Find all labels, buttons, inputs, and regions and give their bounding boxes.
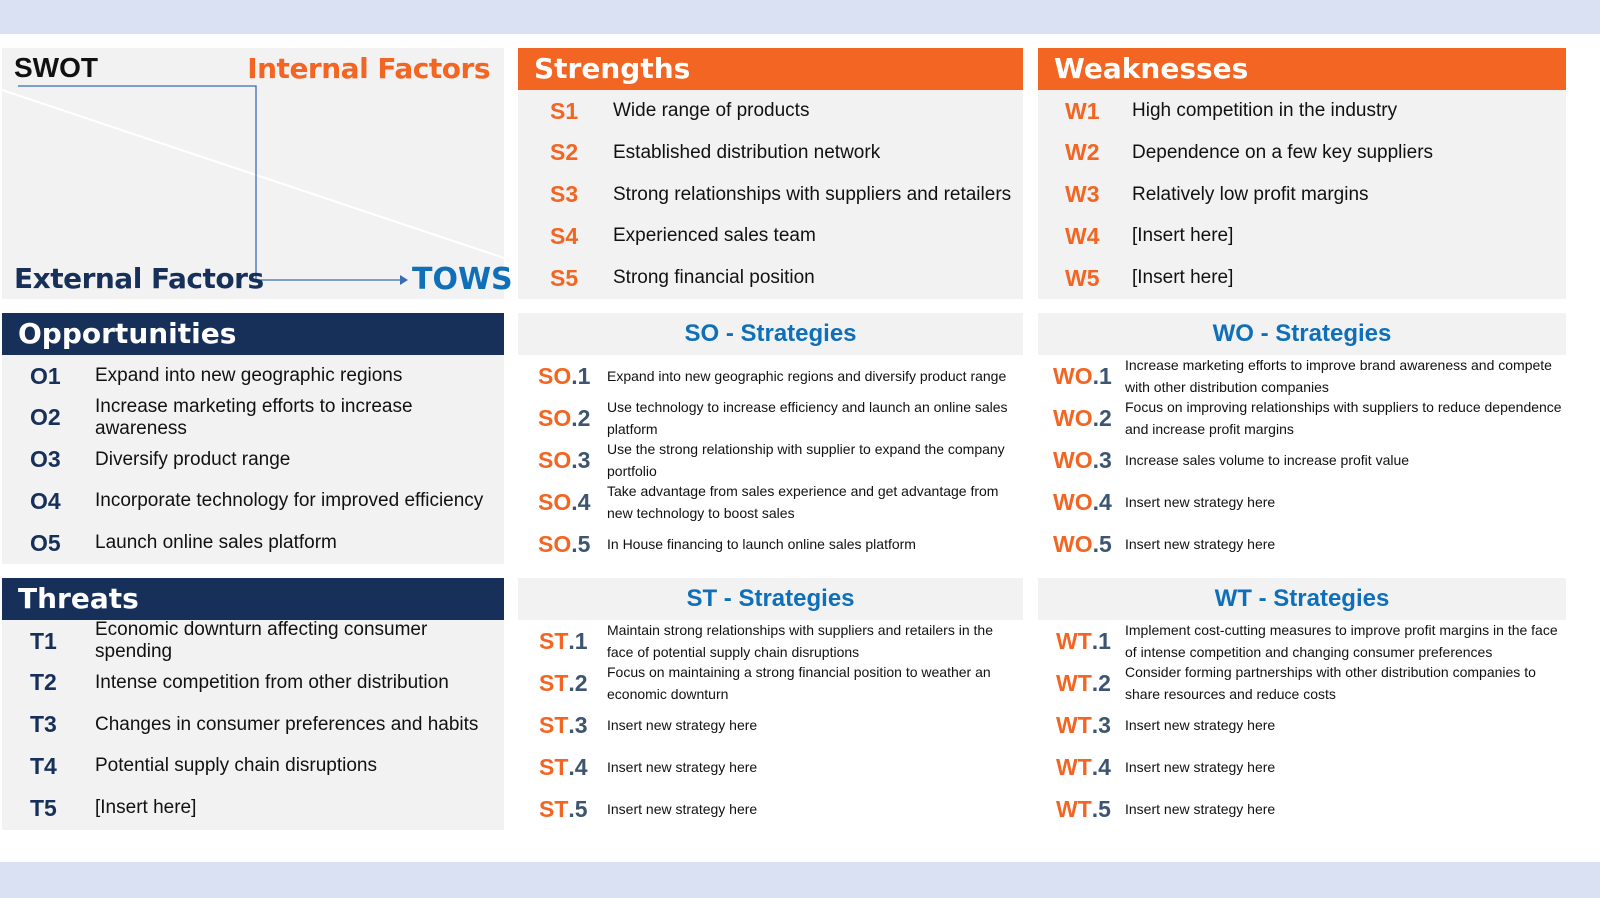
wo-strategy-number: .2 — [1092, 404, 1112, 431]
st-strategy-prefix: ST — [539, 627, 569, 654]
so-strategy-number: .3 — [571, 446, 591, 473]
weaknesses-code: W1 — [1065, 97, 1100, 124]
wo-strategy-row — [1038, 439, 1566, 481]
so-strategy-row — [518, 397, 1023, 439]
wo-strategy-code — [1053, 447, 1112, 474]
internal-factors-label: Internal Factors — [247, 52, 490, 85]
wt-strategy-text: Implement cost-cutting measures to improve profit margins in the face of intense competition and changing consumer preferences — [1125, 622, 1558, 660]
wt-strategy-prefix: WT — [1056, 627, 1092, 654]
so-strategy-number: .2 — [571, 404, 591, 431]
wo-strategy-text: Focus on improving relationships with suppliers to reduce dependence and increase profit margins — [1125, 399, 1562, 437]
threats-row — [2, 745, 504, 787]
weaknesses-row — [1038, 257, 1566, 299]
opportunities-row — [2, 439, 504, 481]
st-strategy-number: .4 — [568, 753, 588, 780]
wt-strategy-code — [1056, 670, 1111, 697]
st-strategy-number: .3 — [568, 711, 588, 738]
st-strategy-number: .5 — [568, 795, 588, 822]
weaknesses-code: W4 — [1065, 222, 1100, 249]
wt-strategy-prefix: WT — [1056, 669, 1092, 696]
so-strategy-row — [518, 481, 1023, 523]
so-strategy-text: Take advantage from sales experience and get advantage from new technology to boost sales — [607, 483, 999, 521]
so-strategy-code — [538, 447, 590, 474]
so-strategies-panel — [518, 313, 1023, 355]
wo-strategy-text: Insert new strategy here — [1125, 494, 1276, 510]
wt-strategy-row — [1038, 704, 1566, 746]
so-strategy-number: .5 — [571, 530, 591, 557]
threats-text: [Insert here] — [95, 797, 197, 819]
opportunities-row — [2, 522, 504, 564]
wt-strategy-code — [1056, 796, 1111, 823]
wo-strategy-number: .5 — [1092, 530, 1112, 557]
wt-strategy-number: .1 — [1091, 627, 1111, 654]
threats-text: Intense competition from other distribution — [95, 671, 449, 693]
so-strategy-code — [538, 405, 590, 432]
so-strategy-prefix: SO — [538, 446, 572, 473]
so-strategy-text: Expand into new geographic regions and diversify product range — [607, 368, 1007, 384]
weaknesses-code: W5 — [1065, 264, 1100, 291]
wt-strategy-text: Insert new strategy here — [1125, 717, 1276, 733]
wo-strategy-row — [1038, 523, 1566, 565]
threats-text: Potential supply chain disruptions — [95, 755, 378, 777]
so-strategy-row — [518, 439, 1023, 481]
strengths-row — [518, 215, 1023, 257]
threats-row — [2, 662, 504, 704]
strengths-code: S4 — [550, 222, 579, 249]
opportunities-text: Incorporate technology for improved efficiency — [95, 490, 484, 512]
wt-strategy-code — [1056, 628, 1111, 655]
wo-strategies-header: WO - Strategies — [1038, 313, 1566, 355]
arrow-head-icon — [400, 275, 408, 285]
opportunities-code: O4 — [30, 487, 61, 514]
st-strategy-code — [539, 754, 588, 781]
wo-strategy-prefix: WO — [1053, 404, 1093, 431]
st-strategy-prefix: ST — [539, 795, 569, 822]
strengths-text: Strong relationships with suppliers and retailers — [613, 183, 1012, 205]
opportunities-code: O3 — [30, 446, 61, 473]
strengths-row — [518, 174, 1023, 216]
st-strategy-row — [518, 788, 1023, 830]
strengths-row — [518, 90, 1023, 132]
weaknesses-text: High competition in the industry — [1132, 100, 1398, 121]
threats-row — [2, 787, 504, 829]
weaknesses-text: [Insert here] — [1132, 267, 1234, 289]
st-strategy-text: Insert new strategy here — [607, 801, 758, 817]
wo-strategy-text: Increase marketing efforts to improve brand awareness and compete with other distribution companies — [1125, 357, 1552, 395]
external-factors-label: External Factors — [14, 262, 264, 295]
threats-code: T3 — [30, 711, 57, 738]
wt-strategy-row — [1038, 620, 1566, 662]
diagonal-divider — [2, 90, 504, 258]
so-strategy-code — [538, 363, 590, 390]
st-strategy-code — [539, 628, 588, 655]
so-strategy-prefix: SO — [538, 404, 572, 431]
threats-row — [2, 620, 504, 662]
st-strategy-prefix: ST — [539, 711, 569, 738]
so-strategy-row — [518, 523, 1023, 565]
weaknesses-text: Dependence on a few key suppliers — [1132, 141, 1434, 163]
strengths-text: Strong financial position — [613, 267, 815, 289]
weaknesses-row — [1038, 90, 1566, 132]
wt-strategy-text: Insert new strategy here — [1125, 759, 1276, 775]
st-strategy-code — [539, 796, 588, 823]
so-strategy-text: Use the strong relationship with supplier to expand the company portfolio — [607, 441, 1005, 479]
strengths-row — [518, 257, 1023, 299]
st-strategy-number: .1 — [568, 627, 588, 654]
wo-strategy-text: Insert new strategy here — [1125, 536, 1276, 552]
opportunities-text: Launch online sales platform — [95, 532, 337, 554]
st-strategy-prefix: ST — [539, 669, 569, 696]
weaknesses-header: Weaknesses — [1038, 48, 1566, 90]
wt-strategy-row — [1038, 662, 1566, 704]
st-strategy-text: Focus on maintaining a strong financial position to weather an economic downturn — [607, 664, 991, 702]
so-strategy-number: .4 — [571, 488, 591, 515]
wt-strategy-text: Insert new strategy here — [1125, 801, 1276, 817]
strengths-panel — [518, 48, 1023, 299]
wt-strategy-number: .5 — [1091, 795, 1111, 822]
weaknesses-row — [1038, 132, 1566, 174]
so-strategy-text: In House financing to launch online sales platform — [607, 536, 916, 552]
threats-code: T2 — [30, 669, 57, 696]
wt-strategy-prefix: WT — [1056, 711, 1092, 738]
threats-code: T1 — [30, 627, 57, 654]
opportunities-code: O1 — [30, 362, 61, 389]
wt-strategy-number: .3 — [1091, 711, 1111, 738]
wt-strategy-row — [1038, 788, 1566, 830]
wo-strategy-prefix: WO — [1053, 446, 1093, 473]
wo-strategy-text: Increase sales volume to increase profit value — [1125, 452, 1410, 468]
so-strategy-code — [538, 531, 590, 558]
threats-panel — [2, 578, 504, 830]
opportunities-header: Opportunities — [2, 313, 504, 355]
st-strategy-code — [539, 670, 588, 697]
wo-strategy-number: .3 — [1092, 446, 1112, 473]
st-strategy-prefix: ST — [539, 753, 569, 780]
st-strategies-header: ST - Strategies — [518, 578, 1023, 620]
so-strategy-code — [538, 489, 590, 516]
opportunities-code: O2 — [30, 404, 61, 431]
so-strategy-number: .1 — [571, 362, 591, 389]
strengths-header: Strengths — [518, 48, 1023, 90]
opportunities-text: Diversify product range — [95, 448, 291, 470]
wt-strategy-row — [1038, 746, 1566, 788]
wt-strategy-number: .4 — [1091, 753, 1111, 780]
opportunities-text: Expand into new geographic regions — [95, 365, 403, 386]
wt-strategy-prefix: WT — [1056, 795, 1092, 822]
st-strategy-text: Maintain strong relationships with suppliers and retailers in the face of potential supply chain disruptions — [607, 622, 993, 660]
wt-strategy-code — [1056, 712, 1111, 739]
weaknesses-panel — [1038, 48, 1566, 299]
strengths-code: S5 — [550, 264, 579, 291]
wt-strategy-text: Consider forming partnerships with other distribution companies to share resources and reduce costs — [1125, 664, 1536, 702]
wt-strategy-number: .2 — [1091, 669, 1111, 696]
so-strategy-prefix: SO — [538, 488, 572, 515]
so-strategies-header: SO - Strategies — [518, 313, 1023, 355]
threats-code: T4 — [30, 752, 57, 779]
wo-strategy-row — [1038, 481, 1566, 523]
strengths-text: Experienced sales team — [613, 225, 816, 247]
opportunities-row — [2, 397, 504, 439]
st-strategy-number: .2 — [568, 669, 588, 696]
wt-strategy-code — [1056, 754, 1111, 781]
weaknesses-code: W2 — [1065, 139, 1100, 166]
wo-strategy-number: .4 — [1092, 488, 1112, 515]
wo-strategy-code — [1053, 405, 1112, 432]
wo-strategy-code — [1053, 531, 1112, 558]
wo-strategy-row — [1038, 397, 1566, 439]
wo-strategy-code — [1053, 363, 1112, 390]
wo-strategy-prefix: WO — [1053, 488, 1093, 515]
so-strategy-row — [518, 355, 1023, 397]
st-strategy-row — [518, 620, 1023, 662]
weaknesses-row — [1038, 215, 1566, 257]
st-strategies-panel — [518, 578, 1023, 620]
so-strategy-prefix: SO — [538, 362, 572, 389]
strengths-row — [518, 132, 1023, 174]
st-strategy-row — [518, 704, 1023, 746]
wo-strategies-panel — [1038, 313, 1566, 355]
wo-strategy-prefix: WO — [1053, 362, 1093, 389]
opportunities-text: Increase marketing efforts to increase awareness — [95, 395, 413, 439]
threats-text: Economic downturn affecting consumer spending — [95, 619, 428, 662]
st-strategy-text: Insert new strategy here — [607, 759, 758, 775]
wo-strategy-code — [1053, 489, 1112, 516]
opportunities-row — [2, 480, 504, 522]
strengths-text: Established distribution network — [613, 141, 881, 163]
wt-strategy-prefix: WT — [1056, 753, 1092, 780]
tows-label: TOWS — [412, 262, 513, 297]
strengths-code: S1 — [550, 97, 579, 124]
threats-header: Threats — [2, 578, 504, 620]
wo-strategy-number: .1 — [1092, 362, 1112, 389]
weaknesses-text: [Insert here] — [1132, 225, 1234, 247]
so-strategy-text: Use technology to increase efficiency and launch an online sales platform — [607, 399, 1008, 437]
st-strategy-row — [518, 746, 1023, 788]
wt-strategies-panel — [1038, 578, 1566, 620]
st-strategy-row — [518, 662, 1023, 704]
wt-strategies-header: WT - Strategies — [1038, 578, 1566, 620]
threats-row — [2, 704, 504, 746]
weaknesses-text: Relatively low profit margins — [1132, 183, 1369, 205]
opportunities-panel — [2, 313, 504, 564]
wo-strategy-row — [1038, 355, 1566, 397]
bottom-band — [0, 862, 1600, 898]
swot-label: SWOT — [14, 52, 98, 83]
so-strategy-prefix: SO — [538, 530, 572, 557]
weaknesses-code: W3 — [1065, 181, 1100, 208]
corner-lines — [0, 0, 510, 300]
wo-strategy-prefix: WO — [1053, 530, 1093, 557]
st-strategy-code — [539, 712, 588, 739]
threats-code: T5 — [30, 794, 57, 821]
opportunities-code: O5 — [30, 529, 61, 556]
strengths-code: S3 — [550, 181, 579, 208]
weaknesses-row — [1038, 174, 1566, 216]
strengths-code: S2 — [550, 139, 579, 166]
st-strategy-text: Insert new strategy here — [607, 717, 758, 733]
strengths-text: Wide range of products — [613, 100, 810, 121]
opportunities-row — [2, 355, 504, 397]
threats-text: Changes in consumer preferences and habits — [95, 713, 479, 735]
